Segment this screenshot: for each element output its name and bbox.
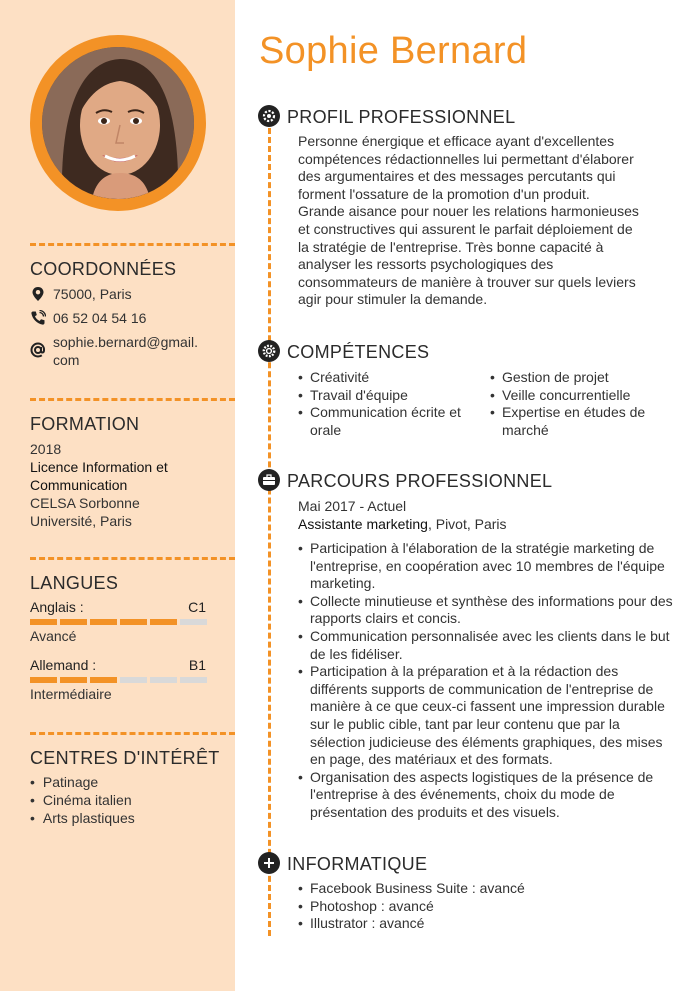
cog-icon	[258, 340, 280, 362]
profile-line: analyser les ressorts psychologiques des	[298, 256, 554, 273]
profile-title: PROFIL PROFESSIONNEL	[287, 107, 516, 127]
contact-title: COORDONNÉES	[30, 259, 177, 279]
computing-list	[298, 880, 668, 933]
computing-item: • Illustrator : avancé	[298, 915, 668, 933]
education-title: FORMATION	[30, 414, 140, 434]
language-english-header	[30, 599, 206, 615]
level-segment	[90, 619, 117, 625]
profile-line: la stratégie de l'entreprise. Très bonne capacité à	[298, 238, 604, 255]
email-line-1: sophie.bernard@gmail.	[53, 334, 198, 350]
briefcase-icon	[258, 469, 280, 491]
skill-item: • Créativité	[298, 369, 483, 387]
contact-phone	[30, 309, 146, 327]
language-name: Anglais :	[30, 599, 84, 615]
phone-icon	[30, 310, 46, 326]
interest-item: • Cinéma italien	[30, 791, 135, 809]
plus-icon	[258, 852, 280, 874]
education-year: 2018	[30, 441, 62, 457]
skill-item: • Travail d'équipe	[298, 387, 483, 405]
skill-item: • Veille concurrentielle	[490, 387, 665, 405]
experience-bullet: • Communication personnalisée avec les clients dans le but de les fidéliser.	[298, 628, 673, 663]
profile-line: Personne énergique et efficace ayant d'excellentes	[298, 133, 615, 149]
portrait-illustration	[42, 47, 194, 199]
email-text	[53, 333, 198, 369]
experience-bullet: • Participation à l'élaboration de la stratégie marketing de l'entreprise, en coopération avec 10 membres de l'équipe marketing.	[298, 540, 673, 593]
profile-line: compétences rédactionnelles lui permettant d'élaborer	[298, 150, 634, 167]
divider	[30, 557, 235, 560]
experience-bullet: • Participation à la préparation et à la rédaction des différents supports de communication de l'entreprise de manière à ce que ceux-ci fassent une impression durable sur le public cible, tant par leur contenu que par la sélection judicieuse des éléments graphiques, des mises en page, des matériaux et des formats.	[298, 663, 673, 769]
phone-text: 06 52 04 54 16	[53, 310, 147, 326]
profile-photo-ring	[30, 35, 206, 211]
interests-list	[30, 773, 135, 827]
education-degree-line-2: Communication	[30, 477, 128, 493]
profile-line: des argumentaires et des messages percutants qui	[298, 168, 616, 185]
experience-title: PARCOURS PROFESSIONNEL	[287, 471, 553, 491]
experience-bullet: • Collecte minutieuse et synthèse des informations pour des rapports clairs et concis.	[298, 593, 673, 628]
experience-bullet: • Organisation des aspects logistiques de la présence de l'entreprise à des événements, choix du mode de présentation des produits et des visuels.	[298, 769, 673, 822]
experience-date: Mai 2017 - Actuel	[298, 498, 407, 514]
level-segment	[60, 677, 87, 683]
language-english-level-bar	[30, 619, 207, 625]
education-block	[30, 440, 168, 530]
language-code: C1	[188, 599, 206, 615]
education-degree-line-1: Licence Information et	[30, 459, 168, 475]
level-segment	[30, 619, 57, 625]
language-german-level-bar	[30, 677, 207, 683]
divider	[30, 732, 235, 735]
language-german-header	[30, 657, 206, 673]
level-segment	[150, 677, 177, 683]
timeline-line	[268, 128, 271, 936]
gear-icon	[258, 105, 280, 127]
languages-title: LANGUES	[30, 573, 119, 593]
experience-company: , Pivot, Paris	[427, 516, 507, 532]
language-name: Allemand :	[30, 657, 97, 673]
level-segment	[30, 677, 57, 683]
skills-column-2	[490, 369, 665, 439]
contact-location	[30, 285, 132, 303]
profile-line: agir pour stimuler la demande.	[298, 291, 488, 308]
education-school-line-1: CELSA Sorbonne	[30, 495, 140, 511]
location-text: 75000, Paris	[53, 286, 132, 302]
skills-title: COMPÉTENCES	[287, 342, 430, 362]
computing-item: • Photoshop : avancé	[298, 898, 668, 916]
level-segment	[150, 619, 177, 625]
email-line-2: com	[53, 352, 80, 368]
skill-item: • Expertise en études de marché	[490, 404, 665, 439]
computing-item: • Facebook Business Suite : avancé	[298, 880, 668, 898]
interest-item: • Patinage	[30, 773, 135, 791]
level-segment	[120, 677, 147, 683]
level-segment	[120, 619, 147, 625]
level-segment	[180, 677, 207, 683]
education-school-line-2: Université, Paris	[30, 513, 132, 529]
skill-item: • Gestion de projet	[490, 369, 665, 387]
at-sign-icon	[30, 342, 46, 358]
sidebar	[0, 0, 235, 991]
profile-line: forment l'ossature de la promotion d'un produit.	[298, 185, 590, 202]
language-level-text: Intermédiaire	[30, 686, 112, 702]
candidate-name: Sophie Bernard	[259, 30, 528, 72]
profile-text	[298, 133, 668, 309]
divider	[30, 398, 235, 401]
level-segment	[180, 619, 207, 625]
contact-email	[30, 333, 198, 369]
level-segment	[60, 619, 87, 625]
experience-role: Assistante marketing	[298, 516, 428, 532]
experience-position	[298, 516, 668, 534]
location-pin-icon	[30, 286, 46, 302]
computing-title: INFORMATIQUE	[287, 854, 428, 874]
profile-line: et constructives qui assurent le parfait déploiement de	[298, 220, 633, 237]
skill-item: • Communication écrite et orale	[298, 404, 483, 439]
divider	[30, 243, 235, 246]
interest-item: • Arts plastiques	[30, 809, 135, 827]
language-level-text: Avancé	[30, 628, 77, 644]
profile-line: Grande aisance pour nouer les relations harmonieuses	[298, 203, 639, 220]
skills-column-1	[298, 369, 483, 439]
profile-photo	[42, 47, 194, 199]
level-segment	[90, 677, 117, 683]
profile-line: consommateurs de manière à trouver sur quels leviers	[298, 273, 636, 290]
language-code: B1	[188, 657, 206, 673]
experience-bullets	[298, 540, 673, 822]
interests-title: CENTRES D'INTÉRÊT	[30, 748, 220, 768]
